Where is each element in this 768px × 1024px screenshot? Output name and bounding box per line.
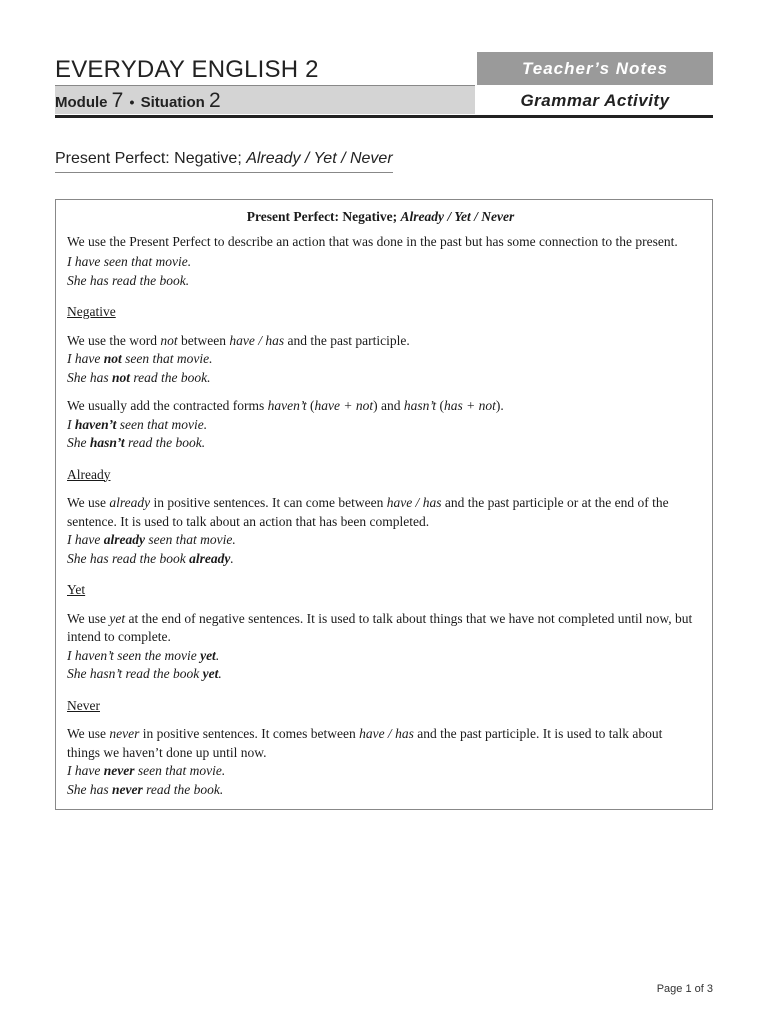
bold-term: yet — [200, 647, 216, 663]
bold-term: never — [103, 763, 135, 778]
text-span: We use — [67, 495, 110, 510]
negative-rule-1 — [67, 332, 694, 351]
text-span: She has read the book — [67, 550, 190, 566]
negative-example-3 — [67, 416, 694, 435]
negative-rule-2 — [67, 397, 694, 416]
italic-term: has + not — [443, 398, 496, 413]
bold-term: haven’t — [74, 416, 117, 432]
text-span: We use — [67, 610, 110, 626]
already-example-2 — [67, 550, 694, 569]
italic-term: haven’t — [267, 398, 307, 413]
box-title-italic: Already / Yet / Never — [400, 209, 515, 224]
situation-number: 2 — [208, 89, 221, 112]
bold-term: never — [112, 781, 143, 797]
bold-term: yet — [202, 666, 219, 681]
text-span: I have — [67, 351, 104, 366]
text-span: and the past participle or at the end of the sentence. It is used to talk about an action that has been completed. — [67, 495, 669, 529]
text-span: read the book. — [130, 369, 211, 385]
heading-already: Already — [67, 466, 111, 482]
text-span: at the end of negative sentences. It is used to talk about things that we have not completed until now, but intend to complete. — [67, 610, 693, 644]
text-span: ( — [436, 398, 444, 413]
text-span: We use — [67, 726, 110, 741]
yet-example-1 — [67, 647, 694, 666]
text-span: seen that movie. — [144, 532, 236, 547]
bold-term: already — [103, 532, 145, 547]
text-span: I have — [67, 763, 104, 778]
text-span: We use the word — [67, 332, 161, 348]
text-span: read the book. — [124, 435, 206, 450]
teachers-notes-banner: Teacher’s Notes — [477, 52, 713, 85]
italic-term: already — [109, 495, 151, 510]
intro-example-1: I have seen that movie. — [67, 254, 192, 269]
italic-term: have / has — [386, 495, 442, 510]
text-span: and the past participle. — [284, 332, 410, 348]
text-span: I have — [67, 532, 104, 547]
module-number: 7 — [111, 89, 124, 112]
italic-term: have / has — [229, 332, 285, 348]
text-span: read the book. — [142, 781, 224, 797]
text-span: I — [67, 416, 75, 432]
heading-yet: Yet — [67, 582, 86, 597]
negative-example-1 — [67, 350, 694, 369]
never-rule — [67, 725, 694, 762]
text-span: seen that movie. — [116, 416, 208, 432]
already-example-1 — [67, 531, 694, 550]
heading-negative: Negative — [67, 304, 116, 319]
section-title — [55, 150, 393, 173]
already-rule — [67, 494, 694, 531]
yet-rule — [67, 610, 694, 647]
text-span: and the past participle. It is used to talk about things we haven’t done up until now. — [67, 726, 663, 760]
bold-term: not — [103, 351, 122, 366]
activity-type-label: Grammar Activity — [520, 91, 670, 110]
section-title-plain: Present Perfect: Negative; — [55, 150, 247, 167]
text-span: . — [215, 647, 220, 663]
page-header — [55, 52, 713, 118]
text-span: . — [218, 666, 222, 681]
italic-term: have / has — [359, 726, 414, 741]
heading-never: Never — [67, 697, 100, 713]
text-span: She has — [67, 369, 112, 385]
text-span: We usually add the contracted forms — [67, 398, 268, 413]
grammar-box — [55, 199, 713, 810]
text-span: ( — [306, 398, 315, 413]
page-number: Page 1 of 3 — [656, 983, 713, 995]
italic-term: hasn’t — [403, 398, 437, 413]
module-label: Module — [55, 94, 108, 111]
text-span: between — [177, 332, 230, 348]
text-span: ). — [495, 398, 504, 413]
bold-term: not — [112, 369, 131, 385]
header-rule — [55, 115, 713, 118]
text-span: She has — [67, 781, 112, 797]
book-title: EVERYDAY ENGLISH 2 — [55, 56, 319, 83]
never-example-1 — [67, 762, 694, 781]
negative-example-4 — [67, 434, 694, 453]
text-span: seen that movie. — [121, 351, 213, 366]
bold-term: hasn’t — [89, 435, 125, 450]
text-span: seen that movie. — [134, 763, 226, 778]
text-span: ) and — [373, 398, 404, 413]
text-span: . — [230, 550, 234, 566]
text-span: She hasn’t read the book — [67, 666, 203, 681]
text-span: in positive sentences. It comes between — [139, 726, 360, 741]
italic-term: yet — [109, 610, 126, 626]
grammar-box-title — [67, 208, 694, 227]
text-span: She — [67, 435, 90, 450]
italic-term: have + not — [314, 398, 374, 413]
situation-label: Situation — [140, 94, 205, 111]
intro-example-2: She has read the book. — [67, 272, 190, 288]
section-title-italic: Already / Yet / Never — [246, 150, 393, 167]
box-title-plain: Present Perfect: Negative; — [246, 209, 401, 224]
text-span: in positive sentences. It can come between — [150, 495, 387, 510]
negative-example-2 — [67, 369, 694, 388]
bullet-separator: • — [129, 94, 135, 110]
never-example-2 — [67, 781, 694, 800]
text-span: I haven’t seen the movie — [67, 647, 201, 663]
italic-term: not — [160, 332, 178, 348]
bold-term: already — [189, 550, 231, 566]
italic-term: never — [109, 726, 140, 741]
yet-example-2 — [67, 665, 694, 684]
intro-text: We use the Present Perfect to describe an action that was done in the past but has some connection to the present. — [67, 233, 678, 249]
module-situation-bar — [55, 86, 475, 114]
